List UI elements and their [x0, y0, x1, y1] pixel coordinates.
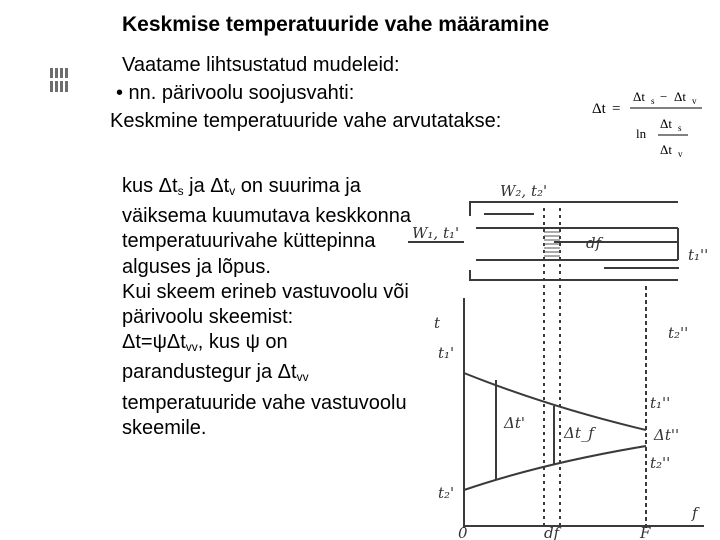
label-df-top: df: [586, 234, 602, 252]
label-F: F: [640, 524, 651, 540]
label-w2-t2: W₂, t₂': [500, 182, 548, 200]
formula-inner-num-sub: s: [678, 123, 682, 133]
formula-num-b: Δt: [674, 89, 686, 104]
label-t2p-axis: t₂': [438, 484, 455, 502]
formula-inner-den: Δt: [660, 142, 672, 157]
formula-eq: =: [612, 101, 621, 117]
intro-text: Vaatame lihtsustatud mudeleid:: [122, 54, 400, 76]
label-t-axis: t: [434, 314, 441, 332]
formula-inner-den-sub: v: [678, 149, 683, 159]
paragraph-correction: Δt=ψΔt$_{vv}$, kus ψ on parandustegur ja $\Delta t_{vv}$ temperatuuride vahe vastuvoolu skeemile.: [122, 331, 407, 439]
paragraph-condition: Kui skeem erineb vastuvoolu või pärivoolu skeemist:: [122, 280, 409, 329]
label-zero: 0: [458, 524, 468, 540]
label-t2pp: t₂'': [668, 324, 689, 342]
heat-exchanger-diagram: [404, 168, 720, 540]
label-delta-t-prime: Δt': [504, 414, 525, 432]
label-w1-t1: W₁, t₁': [412, 224, 460, 242]
formula-minus: −: [660, 89, 668, 104]
formula-ln: ln: [636, 126, 647, 141]
label-t2pp-right: t₂'': [650, 454, 671, 472]
slide-title: Keskmise temperatuuride vahe määramine: [122, 13, 550, 36]
lmtd-formula: [590, 84, 710, 164]
paragraph-definitions: kus $\Delta t_s$ ja $\Delta t_v$ on suurima ja väiksema kuumutava keskkonna temperatuurivahe küttepinna alguses ja lõpus.: [122, 175, 412, 278]
label-f-axis: f: [692, 504, 698, 522]
label-delta-t-double-prime: Δt'': [654, 426, 680, 444]
label-t1pp-top: t₁'': [688, 246, 709, 264]
label-delta-tf: Δt_f: [564, 424, 594, 442]
body-text: [122, 174, 422, 441]
formula-lhs: Δt: [592, 101, 606, 117]
formula-inner-num: Δt: [660, 116, 672, 131]
outer-wall-bottom: [470, 270, 678, 280]
df-hatch: [544, 232, 560, 256]
logo-icon: [50, 68, 70, 92]
formula-num-b-sub: v: [692, 96, 697, 106]
formula-num-a-sub: s: [651, 96, 655, 106]
label-t1p-axis: t₁': [438, 344, 455, 362]
formula-num-a: Δt: [633, 89, 645, 104]
formula-lead-text: Keskmine temperatuuride vahe arvutatakse:: [110, 110, 502, 132]
bullet-text: • nn. pärivoolu soojusvahti:: [116, 82, 355, 104]
label-df-bottom: df: [544, 524, 560, 540]
label-t1pp-right: t₁'': [650, 394, 671, 412]
